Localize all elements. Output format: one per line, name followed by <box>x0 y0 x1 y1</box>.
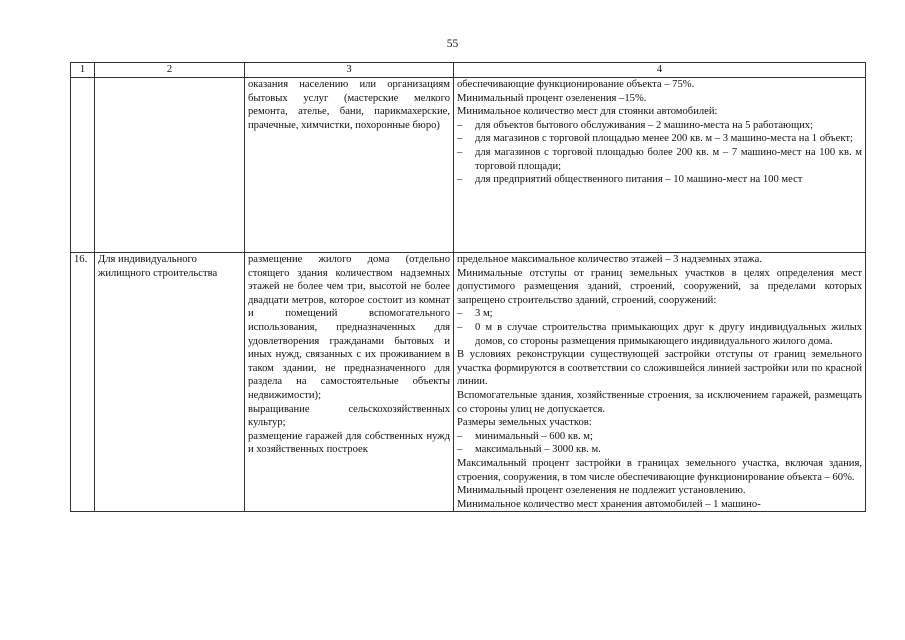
param-line: Минимальный процент озеленения –15%. <box>457 92 647 104</box>
list-item-text: для предприятий общественного питания – 10 машино-мест на 100 мест <box>475 174 803 186</box>
param-paragraph: Минимальное количество мест хранения автомобилей – 1 машино- <box>457 498 761 510</box>
description-text: размещение жилого дома (отдельно стоящего здания количеством надземных этажей не более чем три, высотой не более двадцати метров, которое состоит из комнат и помещений вспомогательного использования, предназначенных для удовлетворения гражданами бытовых и иных нужд, связанных с их проживанием в таком здании, не предназначенного для раздела на самостоятельные объекты недвижимости); <box>248 254 450 401</box>
list-item <box>457 119 862 133</box>
dash-bullet: – <box>457 444 463 456</box>
dash-bullet: – <box>457 146 463 158</box>
list-item-text: для магазинов с торговой площадью менее 200 кв. м – 3 машино-места на 1 объект; <box>475 133 853 145</box>
param-paragraph: Размеры земельных участков: <box>457 417 592 429</box>
list-item <box>457 321 862 348</box>
description-text: оказания населению или организациям бытовых услуг (мастерские мелкого ремонта, ателье, бани, парикмахерские, прачечные, химчистки, похоронные бюро) <box>248 79 450 131</box>
dash-bullet: – <box>457 430 463 442</box>
table-row <box>71 253 866 512</box>
list-item <box>457 132 862 146</box>
use-description-cell <box>245 253 454 512</box>
use-description-cell <box>245 78 454 253</box>
dash-bullet: – <box>457 119 463 131</box>
dash-bullet: – <box>457 308 463 320</box>
list-item-text: 0 м в случае строительства примыкающих друг к другу индивидуальных жилых домов, со стороны размещения примыкающего индивидуального жилого дома. <box>475 321 862 347</box>
parameters-cell <box>454 253 866 512</box>
list-item-text: минимальный – 600 кв. м; <box>475 430 593 442</box>
param-paragraph: Вспомогательные здания, хозяйственные строения, за исключением гаражей, размещать со стороны улиц не допускается. <box>457 389 862 415</box>
list-item <box>457 173 862 187</box>
header-col-1: 1 <box>71 63 95 78</box>
list-item <box>457 443 862 457</box>
param-line: обеспечивающие функционирование объекта – 75%. <box>457 79 695 90</box>
row-number-cell <box>71 78 95 253</box>
description-text: размещение гаражей для собственных нужд и хозяйственных построек <box>248 430 450 456</box>
list-item <box>457 430 862 444</box>
table-row <box>71 78 866 253</box>
param-line: Минимальное количество мест для стоянки автомобилей: <box>457 106 718 118</box>
parameters-cell <box>454 78 866 253</box>
regulations-table <box>70 62 866 512</box>
list-item-text: для магазинов с торговой площадью более 200 кв. м – 7 машино-мест на 100 кв. м торговой площади; <box>475 146 862 172</box>
param-paragraph: Минимальные отступы от границ земельных участков в целях определения мест допустимого размещения зданий, строений, сооружений, за пределами которых запрещено строительство зданий, строений, сооружений: <box>457 267 862 306</box>
table-header-row <box>71 63 866 78</box>
list-item-text: для объектов бытового обслуживания – 2 машино-места на 5 работающих; <box>475 119 814 131</box>
list-item <box>457 307 862 321</box>
param-paragraph: предельное максимальное количество этажей – 3 надземных этажа. <box>457 254 762 265</box>
param-paragraph: Минимальный процент озеленения не подлежит установлению. <box>457 485 746 497</box>
dash-bullet: – <box>457 174 463 186</box>
use-name-cell <box>95 78 245 253</box>
param-paragraph: В условиях реконструкции существующей застройки отступы от границ земельного участка формируются в соответствии со сложившейся линией застройки или по красной линии. <box>457 349 862 388</box>
description-text: выращивание сельскохозяйственных культур; <box>248 403 450 429</box>
header-col-4: 4 <box>454 63 866 78</box>
list-item-text: 3 м; <box>475 308 493 320</box>
page-number: 55 <box>446 38 459 50</box>
header-col-2: 2 <box>95 63 245 78</box>
dash-bullet: – <box>457 321 463 333</box>
param-paragraph: Максимальный процент застройки в границах земельного участка, включая здания, строения, сооружения, в том числе обеспечивающие функционирование объекта – 60%. <box>457 457 862 483</box>
list-item <box>457 146 862 173</box>
header-col-3: 3 <box>245 63 454 78</box>
list-item-text: максимальный – 3000 кв. м. <box>475 444 601 456</box>
row-number-cell: 16. <box>71 253 95 512</box>
dash-bullet: – <box>457 133 463 145</box>
use-name-cell: Для индивидуального жилищного строительства <box>95 253 245 512</box>
